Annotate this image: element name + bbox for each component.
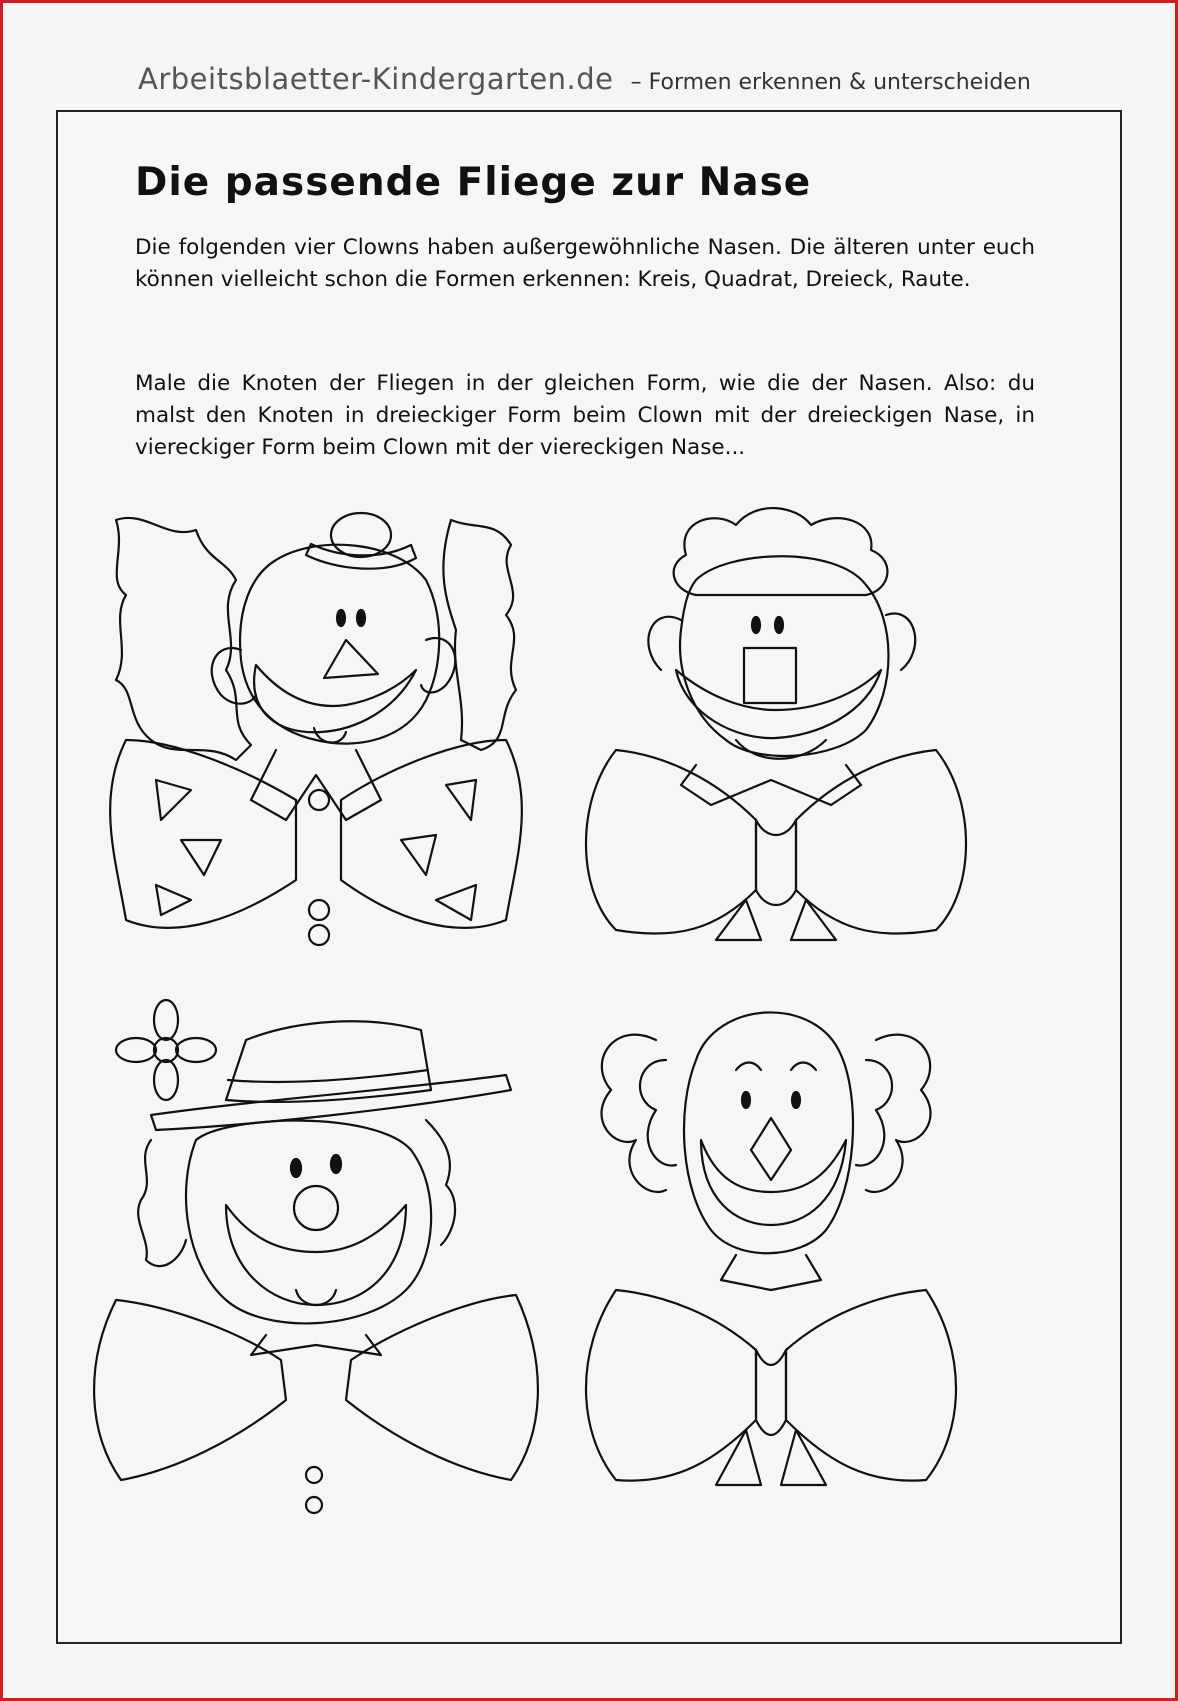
clown1-button-1 <box>309 790 329 810</box>
clown2-eye-left <box>752 617 760 633</box>
clown4-bow-right <box>786 1290 956 1481</box>
clown1-bow-triangle-4 <box>446 780 476 820</box>
clown3-flower-petal-2 <box>154 1060 178 1100</box>
clown3-bow-right <box>346 1295 538 1480</box>
clown3-flower-center <box>154 1038 178 1062</box>
clown3-hat-band <box>228 1070 428 1082</box>
clown2-hair <box>674 508 888 595</box>
clown-square-nose <box>586 508 966 940</box>
clown3-nose-circle <box>294 1186 338 1230</box>
clown4-bow-left <box>586 1290 756 1481</box>
clown1-bow-triangle-1 <box>156 780 191 820</box>
clown4-head <box>684 1012 853 1253</box>
clown-circle-nose <box>94 1000 538 1513</box>
clown4-hair-left <box>601 1035 666 1192</box>
clown1-bow-triangle-2 <box>181 840 221 875</box>
clown3-head <box>186 1121 431 1324</box>
instruction-paragraph: Male die Knoten der Fliegen in der gleichen Form, wie die der Nasen. Also: du malst den Knoten in dreieckiger Form beim Clown mit der dreieckigen Nase, in viereckiger Form beim Clown mit der viereckigen Nase... <box>135 371 1035 460</box>
clown1-bow-triangle-3 <box>156 885 191 915</box>
clown3-flower-petal-1 <box>154 1000 178 1040</box>
intro-paragraph: Die folgenden vier Clowns haben außergewöhnliche Nasen. Die älteren unter euch können vielleicht schon die Formen erkennen: Kreis, Quadrat, Dreieck, Raute. <box>135 235 1035 292</box>
clown2-bow-right <box>796 750 966 934</box>
clown-diamond-nose <box>586 1012 956 1485</box>
clown-illustrations <box>56 500 1122 1640</box>
clown1-ear-left <box>212 648 256 704</box>
clown2-eye-right <box>775 617 783 633</box>
worksheet-title: Die passende Fliege zur Nase <box>135 160 812 205</box>
clown4-brow-right <box>791 1063 816 1071</box>
clown4-eye-right <box>792 1092 800 1108</box>
clown2-head <box>680 556 888 756</box>
clown4-mouth <box>701 1140 846 1225</box>
clown3-flower-petal-4 <box>176 1038 216 1062</box>
clown1-bow-triangle-6 <box>436 885 476 920</box>
clown1-eye-right <box>357 610 365 626</box>
clown2-nose-square <box>744 648 796 703</box>
clown3-eye-right <box>331 1155 341 1173</box>
clown2-ear-left <box>648 617 681 670</box>
clown3-flower-petal-3 <box>116 1038 156 1062</box>
site-name: Arbeitsblaetter-Kindergarten.de <box>138 62 614 96</box>
clown1-mouth <box>254 665 416 732</box>
clown3-eye-left <box>291 1159 301 1177</box>
clown1-hat-brim <box>306 544 416 569</box>
clown-triangle-nose <box>110 513 522 945</box>
clown4-bow-tail-left <box>716 1430 761 1485</box>
clown4-hair-left-2 <box>640 1060 676 1166</box>
clowns-svg <box>56 500 1122 1640</box>
clown1-nose-triangle <box>324 640 378 678</box>
clown1-eye-left <box>337 610 345 626</box>
clown3-bow-left <box>94 1300 286 1480</box>
clown3-mouth <box>226 1205 406 1305</box>
clown4-hair-right <box>866 1035 931 1192</box>
site-subtitle: – Formen erkennen & unterscheiden <box>630 70 1031 95</box>
clown3-tongue <box>296 1290 336 1305</box>
clown1-hair-right <box>443 520 516 750</box>
clown1-button-2 <box>309 900 329 920</box>
clown1-bow-triangle-5 <box>401 835 436 875</box>
clown2-bow-knot <box>756 820 796 905</box>
site-header <box>138 62 1138 112</box>
clown3-button-2 <box>306 1497 322 1513</box>
clown3-button-1 <box>306 1467 322 1483</box>
clown4-bow-knot <box>756 1350 786 1435</box>
clown2-collar <box>681 765 861 805</box>
clown4-hair-right-2 <box>856 1060 892 1166</box>
clown2-ear-right <box>886 614 915 670</box>
clown2-bow-left <box>586 750 756 934</box>
clown4-nose-diamond <box>751 1118 791 1180</box>
clown4-collar <box>721 1255 821 1290</box>
clown3-curls-left <box>138 1140 186 1266</box>
clown4-brow-left <box>736 1063 761 1071</box>
clown4-bow-tail-right <box>781 1430 826 1485</box>
clown4-eye-left <box>742 1092 750 1108</box>
clown1-hair-left <box>116 518 251 760</box>
clown1-button-3 <box>309 925 329 945</box>
clown3-hat-top <box>226 1021 431 1102</box>
clown1-bow-right <box>341 740 522 928</box>
clown1-head <box>240 545 439 744</box>
